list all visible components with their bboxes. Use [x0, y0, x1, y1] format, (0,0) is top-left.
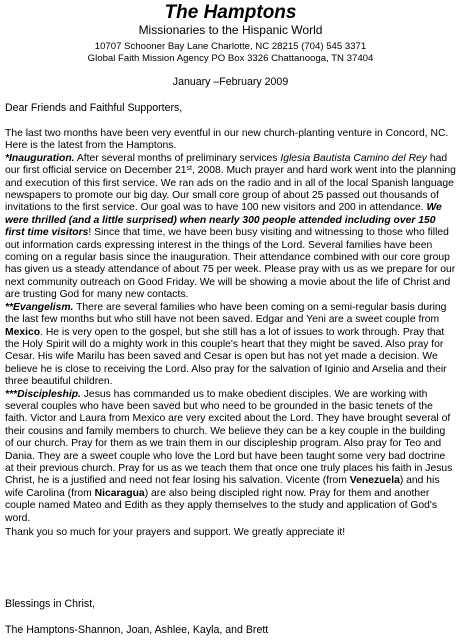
evangelism-heading: **Evangelism.	[5, 301, 74, 313]
discipleship-text: Jesus has commanded us to make obedient disciples. We are working with several couples who have been saved but who need to be grounded in the basic tenets of the faith. Victor and Laura from Mexico are very excited about the Lord. They have brought several of their cousins and family members to church. We believe they can be a key couple in the building of our church. Pray for them as we train them in our discipleship program. Also pray for Teo and Dania. They are a sweet couple who love the Lord but have been taught some very bad doctrine at their previous church. Pray for us as we teach them that once one truly places his faith in Jesus Christ, he is a justified and need not fear losing his salvation. Vicente (from	[5, 388, 453, 487]
closing: Blessings in Christ,	[5, 598, 96, 610]
greeting: Dear Friends and Faithful Supporters,	[5, 102, 183, 114]
inauguration-heading: *Inauguration.	[5, 152, 75, 164]
inauguration-paragraph	[5, 153, 456, 302]
signature: The Hamptons-Shannon, Joan, Ashlee, Kayla, and Brett	[5, 624, 269, 636]
country-venezuela: Venezuela	[349, 475, 400, 487]
country-nicaragua: Nicaragua	[94, 487, 145, 499]
newsletter-subtitle: Missionaries to the Hispanic World	[138, 23, 323, 37]
discipleship-text: ) and his wife Carolina (from	[5, 475, 440, 499]
discipleship-heading: ***Discipleship.	[5, 388, 81, 400]
thanks-paragraph: Thank you so much for your prayers and support. We greatly appreciate it!	[5, 527, 346, 538]
discipleship-text: ) are also being discipled right now. Pray for them and another couple named Mateo and Edith as they apply themselves to the study and application of God's word.	[5, 487, 438, 524]
inauguration-text: After several months of preliminary services	[74, 152, 281, 164]
inauguration-text: ! Since that time, we have been busy visiting and witnessing to those who filled out information cards expressing interest in the things of the Lord. Several families have been coming on a regular basis since the inauguration. Their attendance combined with our core group has given us a steady attendance of about 75 per week. Please pray with us as we prepare for our next community outreach on Good Friday. We will be showing a movie about the life of Christ and are trusting God for many new contacts.	[5, 227, 456, 301]
date-ordinal-suffix: st	[186, 165, 192, 173]
attendance-highlight: We were thrilled (and a little surprised) when nearly 300 people attended including over 150 first time visitors	[5, 202, 442, 239]
evangelism-paragraph	[5, 302, 456, 389]
evangelism-text: There are several families who have been coming on a semi-regular basis during the last few months but who still have not been saved. Edgar and Yeni are a sweet couple from	[5, 301, 447, 326]
inauguration-text: , 2008. Much prayer and hard work went into the planning and execution of this first service. We ran ads on the radio and in all of the local Spanish language newspapers to promote our big day. Our small core group of about 25 passed out thousands of invitations to the first service. Our goal was to have 100 new visitors and 200 in attendance.	[5, 165, 456, 214]
mission-agency-address: Global Faith Mission Agency PO Box 3326 Chattanooga, TN 37404	[87, 53, 374, 64]
inauguration-text: had our first official service on December 21	[5, 152, 448, 177]
newsletter-date: January –February 2009	[172, 76, 289, 88]
intro-paragraph: The last two months have been very eventful in our new church-planting venture in Concord, NC. Here is the latest from the Hamptons.	[5, 128, 449, 152]
country-mexico: Mexico	[5, 326, 41, 338]
home-address: 10707 Schooner Bay Lane Charlotte, NC 28215 (704) 545 3371	[94, 41, 367, 52]
letter-body	[5, 128, 456, 539]
discipleship-paragraph	[5, 389, 456, 525]
church-name: Iglesia Bautista Camino del Rey	[280, 152, 427, 164]
newsletter-title: The Hamptons	[164, 2, 297, 23]
evangelism-text: . He is very open to the gospel, but she still has a lot of issues to work through. Pray that the Holy Spirit will do a mighty work in this couple's heart that they might be saved. Also pray for Cesar. His wife Marilu has been saved and Cesar is open but has not yet made a decision. We believe he is close to receiving the Lord. Also pray for the salvation of Iginio and Arselia and their three beautiful children.	[5, 326, 447, 388]
